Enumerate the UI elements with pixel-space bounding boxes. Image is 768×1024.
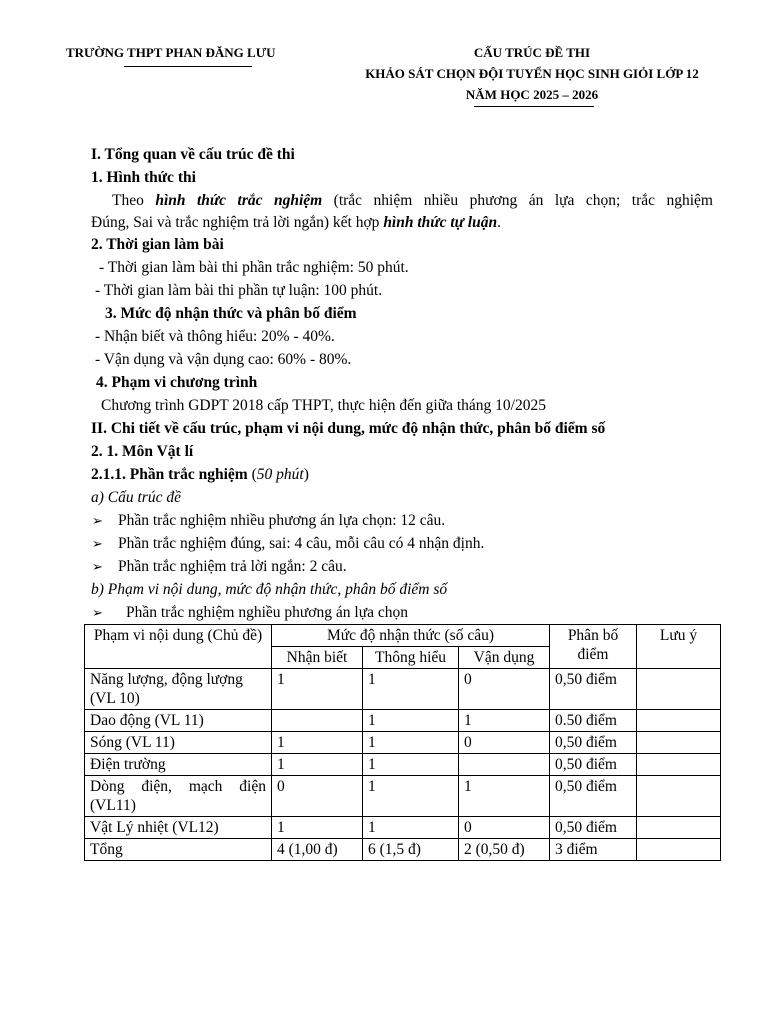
list-item <box>92 604 408 622</box>
cell-scope: Điện trường <box>85 754 272 776</box>
heading-duration: 2. Thời gian làm bài <box>91 236 224 253</box>
cell-understanding: 6 (1,5 đ) <box>363 839 459 861</box>
heading-cognitive-level: 3. Mức độ nhận thức và phân bố điểm <box>105 305 357 322</box>
cell-application: 2 (0,50 đ) <box>459 839 550 861</box>
part-duration: 50 phút <box>256 466 304 483</box>
cell-application: 0 <box>459 732 550 754</box>
cell-understanding: 1 <box>363 754 459 776</box>
table-row <box>85 732 721 754</box>
cell-scope: Năng lượng, động lượng (VL 10) <box>85 669 272 710</box>
header-application: Vận dụng <box>459 647 550 669</box>
program-scope-text: Chương trình GDPT 2018 cấp THPT, thực hiện đến giữa tháng 10/2025 <box>101 397 546 414</box>
cell-points: 0,50 điểm <box>550 754 637 776</box>
level-recognition: - Nhận biết và thông hiểu: 20% - 40%. <box>95 328 335 345</box>
cell-recognition: 0 <box>272 776 363 817</box>
cell-application: 1 <box>459 776 550 817</box>
structure-label: a) Cấu trúc đề <box>91 489 181 506</box>
format-text-3: Đúng, Sai và trắc nghiệm trả lời ngắn) kết hợp <box>91 214 384 231</box>
table-row <box>85 669 721 710</box>
cell-points: 0,50 điểm <box>550 776 637 817</box>
cell-recognition: 1 <box>272 817 363 839</box>
section-2-heading: II. Chi tiết về cấu trúc, phạm vi nội dung, mức độ nhận thức, phân bố điểm số <box>91 420 606 437</box>
list-item-text: Phần trắc nghiệm nghiều phương án lựa chọn <box>126 604 408 621</box>
cell-understanding: 1 <box>363 710 459 732</box>
format-text-4: . <box>497 214 501 231</box>
cell-understanding: 1 <box>363 669 459 710</box>
format-text-emph-1: hình thức trắc nghiệm <box>155 192 323 209</box>
cell-scope: Sóng (VL 11) <box>85 732 272 754</box>
cell-scope: Vật Lý nhiệt (VL12) <box>85 817 272 839</box>
part-multiple-choice-heading <box>91 466 309 484</box>
header-cognitive-level: Mức độ nhận thức (số câu) <box>272 625 550 647</box>
format-text-2: (trắc nhiệm nhiều phương án lựa chọn; trắc nghiệm <box>322 192 713 209</box>
table-row <box>85 776 721 817</box>
cell-note <box>637 754 721 776</box>
cell-note <box>637 669 721 710</box>
section-1-heading: I. Tổng quan về cấu trúc đề thi <box>91 146 295 163</box>
cell-points: 0,50 điểm <box>550 732 637 754</box>
doc-title-2: KHẢO SÁT CHỌN ĐỘI TUYỂN HỌC SINH GIỎI LỚP 12 <box>365 66 699 81</box>
arrow-bullet-icon: ➢ <box>92 536 103 551</box>
cell-points: 0,50 điểm <box>550 669 637 710</box>
table-row <box>85 754 721 776</box>
cell-note <box>637 732 721 754</box>
arrow-bullet-icon: ➢ <box>92 605 103 620</box>
cell-note <box>637 817 721 839</box>
cell-points: 0.50 điểm <box>550 710 637 732</box>
cell-application <box>459 754 550 776</box>
doc-title-3: NĂM HỌC 2025 – 2026 <box>465 87 599 102</box>
cell-note <box>637 839 721 861</box>
part-paren-open: ( <box>247 466 257 483</box>
list-item-text: Phần trắc nghiệm trả lời ngắn: 2 câu. <box>118 558 347 575</box>
doc-title-1: CẤU TRÚC ĐỀ THI <box>473 45 591 60</box>
header-note: Lưu ý <box>637 625 721 669</box>
level-application: - Vận dụng và vận dụng cao: 60% - 80%. <box>95 351 352 368</box>
header-points: Phân bố điểm <box>550 625 637 669</box>
table-header-row <box>85 625 721 647</box>
cell-note <box>637 776 721 817</box>
cell-recognition: 1 <box>272 732 363 754</box>
header-understanding: Thông hiểu <box>363 647 459 669</box>
part-title: 2.1.1. Phần trắc nghiệm <box>91 466 248 483</box>
school-name: TRƯỜNG THPT PHAN ĐĂNG LƯU <box>66 45 276 60</box>
table-total-row <box>85 839 721 861</box>
cell-understanding: 1 <box>363 732 459 754</box>
format-paragraph-line2 <box>91 214 501 232</box>
format-text-1: Theo <box>112 192 156 209</box>
cell-note <box>637 710 721 732</box>
format-text-emph-2: hình thức tự luận <box>383 214 498 231</box>
arrow-bullet-icon: ➢ <box>92 513 103 528</box>
cell-recognition: 1 <box>272 669 363 710</box>
cell-points: 3 điểm <box>550 839 637 861</box>
header-scope: Phạm vi nội dung (Chủ đề) <box>85 625 272 669</box>
list-item <box>92 512 445 530</box>
distribution-table <box>84 624 721 861</box>
cell-application: 1 <box>459 710 550 732</box>
heading-exam-format: 1. Hình thức thi <box>91 169 196 186</box>
cell-scope: Tổng <box>85 839 272 861</box>
cell-understanding: 1 <box>363 817 459 839</box>
list-item <box>92 535 484 553</box>
cell-application: 0 <box>459 669 550 710</box>
list-item-text: Phần trắc nghiệm nhiều phương án lựa chọn: 12 câu. <box>118 512 446 529</box>
cell-recognition: 1 <box>272 754 363 776</box>
header-recognition: Nhận biết <box>272 647 363 669</box>
cell-points: 0,50 điểm <box>550 817 637 839</box>
subject-physics: 2. 1. Môn Vật lí <box>91 443 194 460</box>
title-underline <box>474 106 594 107</box>
part-paren-close: ) <box>303 466 309 483</box>
list-item <box>92 558 347 576</box>
table-row <box>85 817 721 839</box>
table-row <box>85 710 721 732</box>
list-item-text: Phần trắc nghiệm đúng, sai: 4 câu, mỗi câu có 4 nhận định. <box>118 535 485 552</box>
format-paragraph-line1 <box>91 192 713 210</box>
cell-scope: Dòng điện, mạch điện (VL11) <box>85 776 272 817</box>
arrow-bullet-icon: ➢ <box>92 559 103 574</box>
duration-mc: - Thời gian làm bài thi phần trắc nghiệm: 50 phút. <box>99 259 409 276</box>
cell-application: 0 <box>459 817 550 839</box>
cell-recognition: 4 (1,00 đ) <box>272 839 363 861</box>
cell-recognition <box>272 710 363 732</box>
heading-program-scope: 4. Phạm vi chương trình <box>96 374 258 391</box>
cell-understanding: 1 <box>363 776 459 817</box>
duration-essay: - Thời gian làm bài thi phần tự luận: 100 phút. <box>95 282 383 299</box>
scope-label: b) Phạm vi nội dung, mức độ nhận thức, phân bố điểm số <box>91 581 448 598</box>
school-underline <box>124 66 252 67</box>
cell-scope: Dao động (VL 11) <box>85 710 272 732</box>
